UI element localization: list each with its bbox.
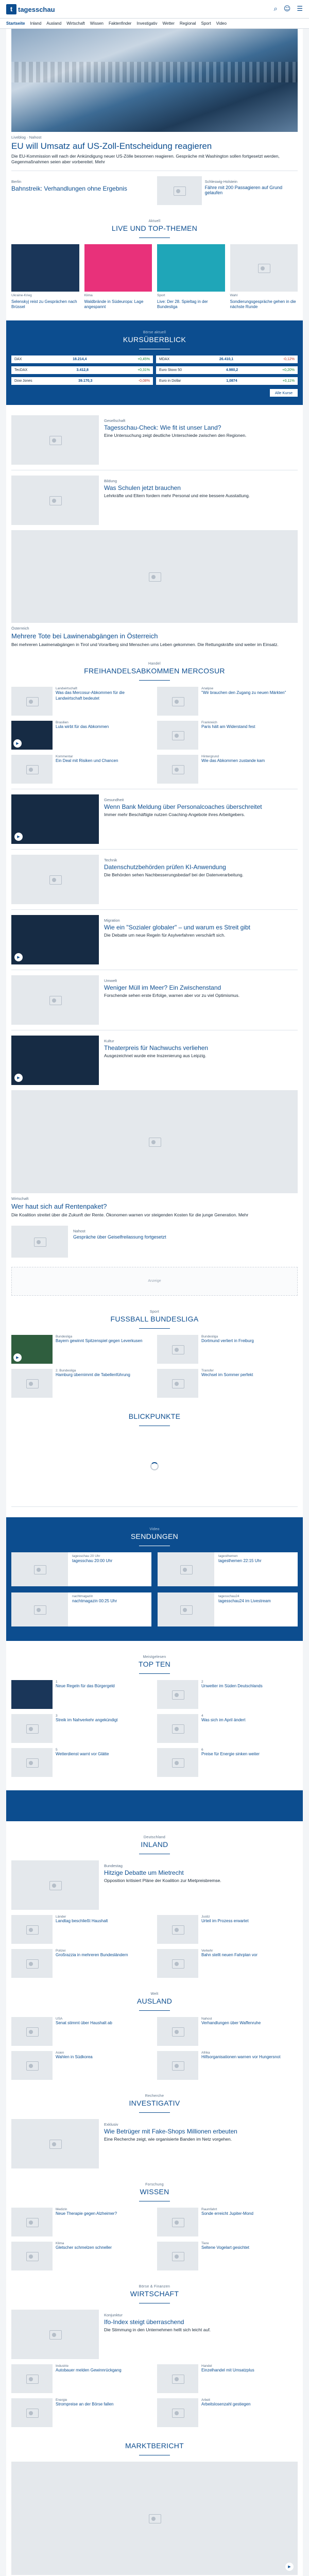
section-title-live: Aktuell LIVE UND TOP-THEMEN xyxy=(111,219,198,232)
nav-item[interactable]: Ausland xyxy=(46,21,62,26)
list-item[interactable]: Technik Datenschutzbehörden prüfen KI-Anwendung Die Behörden sehen Nachbesserungsbedarf bei der Datenverarbeitung. xyxy=(11,855,298,904)
all-quotes-button[interactable]: Alle Kurse xyxy=(270,389,298,397)
live-card[interactable]: Ukraine-Krieg Selenskyj reist zu Gesprächen nach Brüssel xyxy=(11,244,79,310)
teaser-card[interactable]: USA Senat stimmt über Haushalt ab xyxy=(11,2017,152,2046)
sendungen-section: Video SENDUNGEN tagesschau 20 Uhr tagesschau 20:00 Uhr tagesthemen tagesthemen 22:15 Uhr nachtmagazin nachtmagazin 00:25 Uhr tagesschau24 tagesschau24 im Livestream xyxy=(6,1517,303,1641)
teaser-card[interactable]: Energie Strompreise an der Börse fallen xyxy=(11,2398,152,2427)
lead-item[interactable]: Bundestag Hitzige Debatte um Mietrecht Opposition kritisiert Pläne der Koalition zur Mietpreisbremse. xyxy=(11,1860,298,1910)
nav-item[interactable]: Video xyxy=(216,21,227,26)
teaser-card[interactable]: ▶ Brasilien Lula wirbt für das Abkommen xyxy=(11,721,152,750)
quote-row[interactable]: Euro Stoxx 50 4.980,2 +0,20% xyxy=(156,366,298,374)
hero-kicker: Liveblog · Nahost xyxy=(11,135,42,140)
section-title-wissen: Forschung WISSEN xyxy=(140,2182,169,2196)
teaser-card[interactable]: Raumfahrt Sonde erreicht Jupiter-Mond xyxy=(157,2208,298,2236)
section-title-investigativ: Recherche INVESTIGATIV xyxy=(129,2094,180,2107)
teaser-card[interactable]: Medizin Neue Therapie gegen Alzheimer? xyxy=(11,2208,152,2236)
teaser-card[interactable]: 6 Preise für Energie sinken weiter xyxy=(157,1748,298,1777)
list-item[interactable]: Umwelt Weniger Müll im Meer? Ein Zwischenstand Forschende sehen erste Erfolge, warnen aber vor zu viel Optimismus. xyxy=(11,975,298,1025)
live-card[interactable]: Wahl Sondierungsgespräche gehen in die nächste Runde xyxy=(230,244,298,310)
broadcast-card[interactable]: tagesthemen tagesthemen 22:15 Uhr xyxy=(158,1552,298,1586)
quote-row[interactable]: DAX 18.214,4 +0,45% xyxy=(11,355,153,363)
teaser-card[interactable]: 2. Bundesliga Hamburg übernimmt die Tabellenführung xyxy=(11,1369,152,1398)
section-title-blickpunkte: BLICKPUNKTE xyxy=(128,1412,181,1420)
nav-item[interactable]: Regional xyxy=(179,21,196,26)
section-title-mercosur: Handel FREIHANDELSABKOMMEN MERCOSUR xyxy=(84,662,225,675)
image-placeholder[interactable] xyxy=(11,530,298,623)
list-item[interactable]: ▶ Kultur Theaterpreis für Nachwuchs verliehen Ausgezeichnet wurde eine Inszenierung aus Leipzig. xyxy=(11,1036,298,1085)
teaser-card[interactable]: Landwirtschaft Was das Mercosur-Abkommen für die Landwirtschaft bedeutet xyxy=(11,687,152,716)
teaser-card[interactable]: Kommentar Ein Deal mit Risiken und Chancen xyxy=(11,755,152,784)
live-card[interactable]: Klima Waldbrände in Südeuropa: Lage angespannt xyxy=(84,244,152,310)
teaser-card[interactable]: 2 Unwetter im Süden Deutschlands xyxy=(157,1680,298,1709)
section-title-wirtschaft: Börse & Finanzen WIRTSCHAFT xyxy=(130,2284,179,2298)
section-title-inland: Deutschland INLAND xyxy=(141,1835,168,1849)
search-icon[interactable]: ⌕ xyxy=(273,5,278,13)
teaser-card[interactable]: Bundesliga Dortmund verliert in Freiburg xyxy=(157,1335,298,1364)
image-placeholder xyxy=(157,176,202,205)
section-title-topten: Meistgelesen TOP TEN xyxy=(138,1655,170,1668)
teaser-card[interactable]: Klima Gletscher schmelzen schneller xyxy=(11,2242,152,2270)
hero-teaser: Die EU-Kommission will nach der Ankündigung neuer US-Zölle besonnen reagieren. Gespräche mit Washington sollen fortgesetzt werden, Gegenmaßnahmen seien aber vorbereitet. Mehr xyxy=(11,154,280,165)
quote-row[interactable]: Euro in Dollar 1,0874 +0,11% xyxy=(156,377,298,385)
teaser-card[interactable]: Frankreich Paris hält am Widerstand fest xyxy=(157,721,298,750)
section-title-marktbericht: MARKTBERICHT xyxy=(125,2441,184,2450)
live-card[interactable]: Sport Live: Der 28. Spieltag in der Bundesliga xyxy=(157,244,225,310)
list-item[interactable]: Gesellschaft Tagesschau-Check: Wie fit ist unser Land? Eine Untersuchung zeigt deutliche Unterschiede zwischen den Regionen. xyxy=(11,415,298,465)
teaser-card[interactable]: Hintergrund Wie das Abkommen zustande kam xyxy=(157,755,298,784)
broadcast-card[interactable]: nachtmagazin nachtmagazin 00:25 Uhr xyxy=(11,1592,151,1626)
teaser-card[interactable]: Analyse "Wir brauchen den Zugang zu neuen Märkten" xyxy=(157,687,298,716)
teaser-card[interactable]: 1 Neue Regeln für das Bürgergeld xyxy=(11,1680,152,1709)
teaser-card[interactable]: Verkehr Bahn stellt neuen Fahrplan vor xyxy=(157,1949,298,1978)
teaser-card[interactable]: Handel Einzelhandel mit Umsatzplus xyxy=(157,2364,298,2393)
ad-slot: Anzeige xyxy=(11,1267,298,1296)
section-title-bundesliga: Sport FUSSBALL BUNDESLIGA xyxy=(110,1310,199,1323)
sub-teaser-left[interactable]: Berlin Bahnstreik: Verhandlungen ohne Ergebnis xyxy=(11,179,127,192)
teaser-card[interactable]: Polizei Großrazzia in mehreren Bundesländern xyxy=(11,1949,152,1978)
hero-image[interactable] xyxy=(11,29,298,132)
list-item[interactable]: ▶ Migration Wie ein "Sozialer globaler" – und warum es Streit gibt Die Debatte um neue Regeln für Asylverfahren verschärft sich. xyxy=(11,915,298,964)
lead-item[interactable]: Exklusiv Wie Betrüger mit Fake-Shops Millionen erbeuten Eine Recherche zeigt, wie organisierte Banden im Netz vorgehen. xyxy=(11,2119,298,2168)
teaser-card[interactable]: Industrie Autobauer melden Gewinnrückgang xyxy=(11,2364,152,2393)
nav-item[interactable]: Inland xyxy=(30,21,42,26)
nav-item[interactable]: Wirtschaft xyxy=(66,21,85,26)
teaser-card[interactable]: Transfer Wechsel im Sommer perfekt xyxy=(157,1369,298,1398)
list-item[interactable]: Bildung Was Schulen jetzt brauchen Lehrkräfte und Eltern fordern mehr Personal und eine bessere Ausstattung. xyxy=(11,476,298,525)
quote-row[interactable]: Dow Jones 39.170,3 -0,08% xyxy=(11,377,153,385)
nav-item[interactable]: Sport xyxy=(201,21,211,26)
list-item[interactable]: Nahost Gespräche über Geiselfreilassung fortgesetzt xyxy=(11,1226,298,1258)
sub-teaser-right[interactable]: Schleswig-Holstein Fähre mit 200 Passagieren auf Grund gelaufen xyxy=(157,176,298,205)
list-item[interactable]: ▶ Gesundheit Wenn Bank Meldung über Personalcoaches überschreitet Immer mehr Beschäftigte nutzen Coaching-Angebote ihres Arbeitgebers. xyxy=(11,794,298,844)
teaser-card[interactable]: Länder Landtag beschließt Haushalt xyxy=(11,1915,152,1944)
lead-title[interactable]: Mehrere Tote bei Lawinenabgängen in Österreich xyxy=(11,632,158,640)
nav-item[interactable]: Wissen xyxy=(90,21,104,26)
teaser-card[interactable]: 3 Streik im Nahverkehr angekündigt xyxy=(11,1714,152,1743)
loading-spinner xyxy=(150,1462,159,1470)
nav-item[interactable]: Startseite xyxy=(6,21,25,26)
quote-row[interactable]: TecDAX 3.412,8 +0,31% xyxy=(11,366,153,374)
nav-item[interactable]: Faktenfinder xyxy=(108,21,132,26)
hero-title[interactable]: EU will Umsatz auf US-Zoll-Entscheidung reagieren xyxy=(11,141,212,151)
video-player[interactable]: ▶ xyxy=(11,2462,298,2575)
page-content: Liveblog · Nahost EU will Umsatz auf US-Zoll-Entscheidung reagieren Die EU-Kommission will nach der Ankündigung neuer US-Zölle besonnen reagieren. Gespräche mit Washington sollen fortgesetzt werden, Gegenmaßnahmen seien aber vorbereitet. Mehr Berlin Bahnstreik: Verhandlungen ohne Ergebnis Schleswig-Holstein Fähre mit 200 Passagieren auf Grund gelaufen Aktuell LIVE UND TOP-THEMEN Ukraine-Krieg Selenskyj reist zu Gesprächen nach Brüssel Klima Waldbrände in Südeuropa: Lage angespannt Sport Live: Der 28. Spieltag in der Bundesliga Wahl Sondierungsgespräche gehen in die nächste Runde Börse aktuell KURSÜBERBLICK DAX 18.214,4 +0,45% MDAX 26.410,1 -0,12% TecDAX 3.412,8 +0,31% Euro Stoxx 50 4.980,2 +0,20% Dow Jones 39.170,3 -0,08% Euro in Dollar 1,0874 +0,11% Alle Kurse Gesellschaft Tagesschau-Check: Wie fit ist unser Land? Eine Untersuchung zeigt deutliche Unterschiede zwischen den Regionen. Bildung Was Schulen jetzt brauchen Lehrkräfte und Eltern fordern mehr Personal und eine bessere Ausstattung. Österreich Mehrere Tote bei Lawinenabgängen in Österreich Bei mehreren Lawinenabgängen in Tirol und Vorarlberg sind Menschen ums Leben gekommen. Die Rettungskräfte sind weiter im Einsatz. Handel FREIHANDELSABKOMMEN MERCOSUR Landwirtschaft Was das Mercosur-Abkommen für die Landwirtschaft bedeutet Analyse "Wir brauchen den Zugang zu neuen Märkten" ▶ Brasilien Lula wirbt für das Abkommen Frankreich Paris hält am Widerstand fest Kommentar Ein Deal mit Risiken und Chancen Hintergrund Wie das Abkommen zustande kam ▶ Gesundheit Wenn Bank Meldung über Personalcoaches überschreitet Immer mehr Beschäftigte nutzen Coaching-Angebote ihres Arbeitgebers. Technik Datenschutzbehörden prüfen KI-Anwendung Die Behörden sehen Nachbesserungsbedarf bei der Datenverarbeitung. ▶ Migration Wie ein "Sozialer globaler" – und warum es Streit gibt Die Debatte um neue Regeln für Asylverfahren verschärft sich. Umwelt Weniger Müll im Meer? Ein Zwischenstand Forschende sehen erste Erfolge, warnen aber vor zu viel Optimismus. ▶ Kultur Theaterpreis für Nachwuchs verliehen Ausgezeichnet wurde eine Inszenierung aus Leipzig. Wirtschaft Wer haut sich auf Rentenpaket? Die Koalition streitet über die Zukunft der Rente. Ökonomen warnen vor steigenden Kosten für die junge Generation. Mehr Nahost Gespräche über Geiselfreilassung fortgesetzt Anzeige Sport FUSSBALL BUNDESLIGA ▶ Bundesliga Bayern gewinnt Spitzenspiel gegen Leverkusen Bundesliga Dortmund verliert in Freiburg 2. Bundesliga Hamburg übernimmt die Tabellenführung Transfer Wechsel im Sommer perfekt BLICKPUNKTE Video SENDUNGEN tagesschau 20 Uhr tagesschau 20:00 Uhr tagesthemen tagesthemen 22:15 Uhr nachtmagazin nachtmagazin 00:25 Uhr tagesschau24 tagesschau24 im Livestream Meistgelesen TOP TEN 1 Neue Regeln für das Bürgergeld 2 Unwetter im Süden Deutschlands 3 Streik im Nahverkehr angekündigt 4 Was sich im April ändert 5 Wetterdienst warnt vor Glätte 6 Preise für Energie sinken weiter Deutschland INLAND Bundestag Hitzige Debatte um Mietrecht Opposition kritisiert Pläne der Koalition zur Mietpreisbremse. Länder Landtag beschließt Haushalt Justiz Urteil im Prozess erwartet Polizei Großrazzia in mehreren Bundesländern Verkehr Bahn stellt neuen Fahrplan vor Welt AUSLAND USA Senat stimmt über Haushalt ab Nahost Verhandlungen über Waffenruhe Asien Wahlen in Südkorea Afrika Hilfsorganisationen warnen vor Hungersnot Recherche INVESTIGATIV Exklusiv Wie Betrüger mit Fake-Shops Millionen erbeuten Eine Recherche zeigt, wie organisierte Banden im Netz vorgehen. Forschung WISSEN Medizin Neue Therapie gegen Alzheimer? Raumfahrt Sonde erreicht Jupiter-Mond Klima Gletscher schmelzen schneller Tiere Seltene Vogelart gesichtet Börse & Finanzen WIRTSCHAFT Konjunktur Ifo-Index steigt überraschend Die Stimmung in den Unternehmen hellt sich leicht auf. Industrie Autobauer melden Gewinnrückgang Handel Einzelhandel mit Umsatzplus Energie Strompreise an der Börse fallen Arbeit Arbeitslosenzahl gestiegen MARKTBERICHT ▶ xyxy=(6,29,303,2576)
nav-item[interactable]: Wetter xyxy=(162,21,175,26)
teaser-card[interactable]: 4 Was sich im April ändert xyxy=(157,1714,298,1743)
teaser-card[interactable]: Justiz Urteil im Prozess erwartet xyxy=(157,1915,298,1944)
logo[interactable]: t tagesschau xyxy=(6,4,55,14)
broadcast-card[interactable]: tagesschau 20 Uhr tagesschau 20:00 Uhr xyxy=(11,1552,151,1586)
kursueberblick-section: Börse aktuell KURSÜBERBLICK DAX 18.214,4 +0,45% MDAX 26.410,1 -0,12% TecDAX 3.412,8 +0,31% Euro Stoxx 50 4.980,2 +0,20% Dow Jones 39.170,3 -0,08% Euro in Dollar 1,0874 +0,11% Alle Kurse xyxy=(6,320,303,405)
teaser-card[interactable]: Arbeit Arbeitslosenzahl gestiegen xyxy=(157,2398,298,2427)
main-navigation xyxy=(0,19,309,29)
lead-item[interactable]: Konjunktur Ifo-Index steigt überraschend Die Stimmung in den Unternehmen hellt sich leicht auf. xyxy=(11,2310,298,2359)
section-title-ausland: Welt AUSLAND xyxy=(136,1992,173,2005)
image-placeholder[interactable] xyxy=(11,1090,298,1193)
teaser-card[interactable]: Asien Wahlen in Südkorea xyxy=(11,2051,152,2080)
teaser-card[interactable]: Nahost Verhandlungen über Waffenruhe xyxy=(157,2017,298,2046)
quote-row[interactable]: MDAX 26.410,1 -0,12% xyxy=(156,355,298,363)
teaser-card[interactable]: Tiere Seltene Vogelart gesichtet xyxy=(157,2242,298,2270)
nav-item[interactable]: Investigativ xyxy=(136,21,158,26)
lead-title[interactable]: Wer haut sich auf Rentenpaket? xyxy=(11,1202,107,1211)
teaser-card[interactable]: ▶ Bundesliga Bayern gewinnt Spitzenspiel gegen Leverkusen xyxy=(11,1335,152,1364)
teaser-card[interactable]: 5 Wetterdienst warnt vor Glätte xyxy=(11,1748,152,1777)
teaser-card[interactable]: Afrika Hilfsorganisationen warnen vor Hungersnot xyxy=(157,2051,298,2080)
broadcast-card[interactable]: tagesschau24 tagesschau24 im Livestream xyxy=(158,1592,298,1626)
promo-banner[interactable] xyxy=(6,1790,303,1821)
user-icon[interactable]: ☺ xyxy=(283,5,291,13)
top-bar xyxy=(0,0,309,19)
menu-icon[interactable]: ☰ xyxy=(297,5,303,13)
